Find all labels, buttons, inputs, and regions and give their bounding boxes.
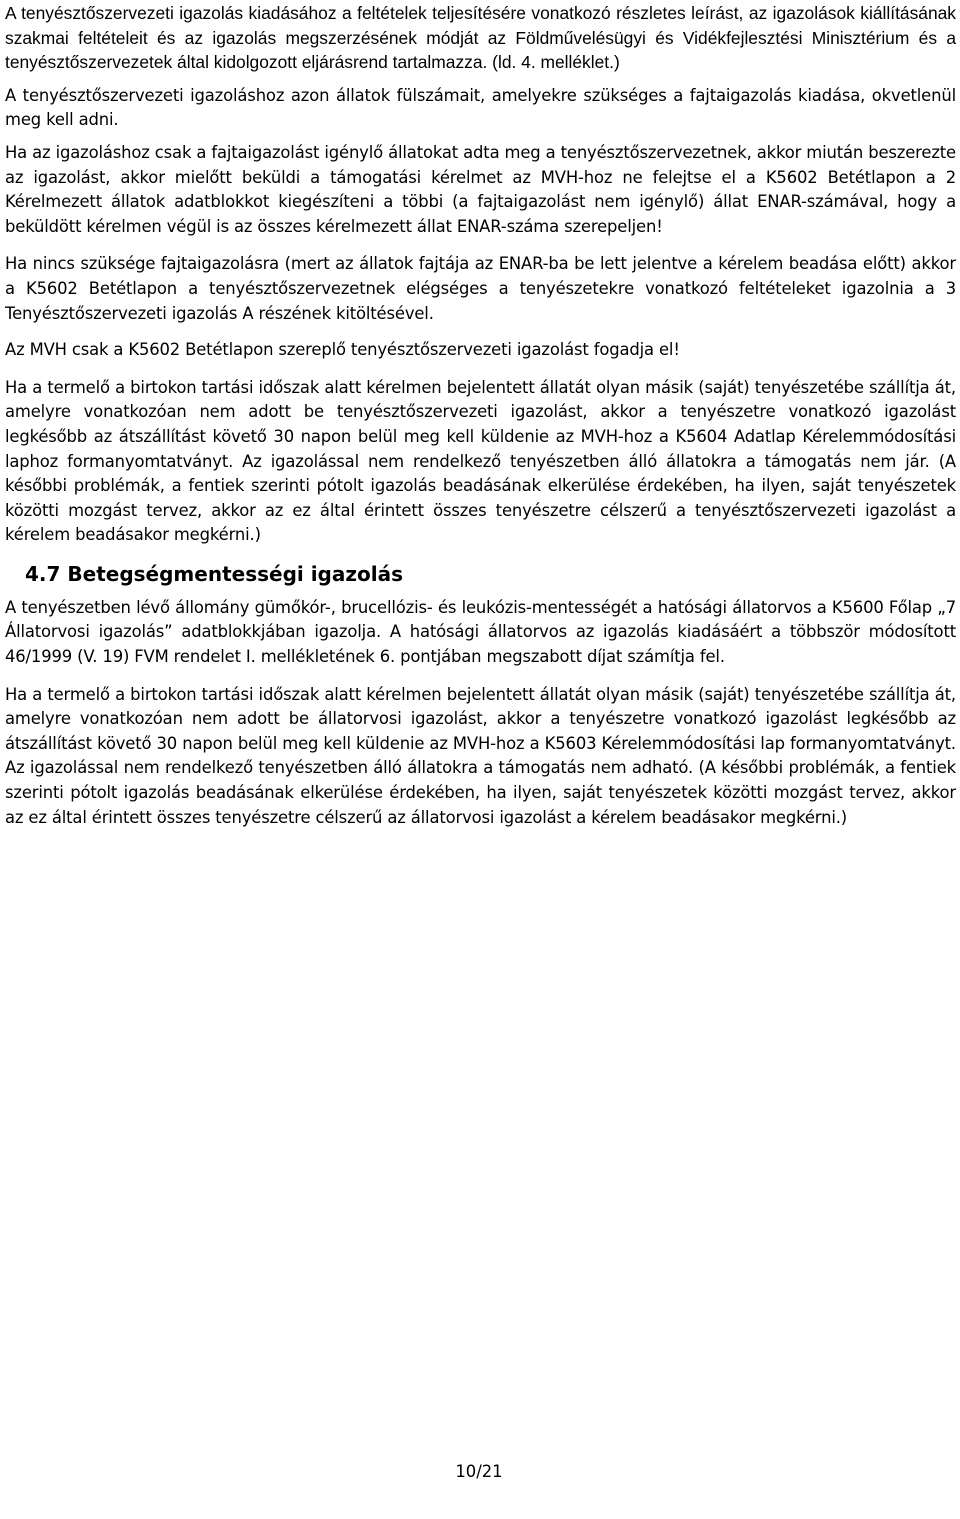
paragraph-breed-certificate-completion: Ha az igazoláshoz csak a fajtaigazolást igénylő állatokat adta meg a tenyésztőszervezetnek, akkor miután beszerezte az igazolást, akkor mielőtt beküldi a támogatási kérelmet az MVH-hoz ne felejtse el a K5602 Betétlapon a 2 Kérelmezett állatok adatblokkot kiegészíteni a többi (a fajtaigazolást nem igénylő) állat ENAR-számával, hogy a beküldött kérelmen végül is az összes kérelmezett állat ENAR-száma szerepeljen! <box>5 142 956 236</box>
paragraph-ear-tag-requirement: A tenyésztőszervezeti igazoláshoz azon állatok fülszámait, amelyekre szükséges a fajtaigazolás kiadása, okvetlenül meg kell adni. <box>5 85 956 130</box>
paragraph-transfer-breeder-certificate: Ha a termelő a birtokon tartási időszak alatt kérelmen bejelentett állatát olyan másik (saját) tenyészetébe szállítja át, amelyre vonatkozóan nem adott be tenyésztőszervezeti igazolást, akkor a tenyészetre vonatkozó igazolást legkésőbb az átszállítást követő 30 napon belül meg kell küldenie az MVH-hoz a K5604 Adatlap Kérelemmódosítási laphoz formanyomtatványt. Az igazolással nem rendelkező tenyészetben álló állatokra a támogatás nem jár. (A későbbi problémák, a fentiek szerinti pótolt igazolás beadásának elkerülése érdekében, ha ilyen, saját tenyészetek közötti mozgást tervez, akkor az ez által érintett összes tenyészetre célszerű a tenyésztőszervezeti igazolást a kérelem beadásakor megkérni.) <box>5 377 956 545</box>
paragraph-disease-free-certificate: A tenyészetben lévő állomány gümőkór-, brucellózis- és leukózis-mentességét a hatósági állatorvos a K5600 Főlap „7 Állatorvosi igazolás” adatblokkjában igazolja. A hatósági állatorvos az igazolás kiadásáért a többször módosított 46/1999 (V. 19) FVM rendelet I. mellékletének 6. pontjában megszabott díjat számítja fel. <box>5 597 956 667</box>
page-footer <box>0 1460 960 1484</box>
section-heading: 4.7 Betegségmentességi igazolás <box>25 561 404 586</box>
paragraph-no-breed-certificate: Ha nincs szüksége fajtaigazolásra (mert az állatok fajtája az ENAR-ba be lett jelentve a kérelem beadása előtt) akkor a K5602 Betétlapon a tenyésztőszervezetnek elégséges a tenyészetekre vonatkozó feltételeket igazolnia a 3 Tenyésztőszervezeti igazolás A részének kitöltésével. <box>5 254 956 323</box>
paragraph-procedure-reference: A tenyésztőszervezeti igazolás kiadásához a feltételek teljesítésére vonatkozó részletes leírást, az igazolások kiállításának szakmai feltételeit és az igazolás megszerzésének módját az Földművelésügyi és Vidékfejlesztési Minisztérium és a tenyésztőszervezetek által kidolgozott eljárásrend tartalmazza. (ld. 4. melléklet.) <box>5 3 956 73</box>
page-number: 10/21 <box>455 1462 503 1481</box>
paragraph-transfer-vet-certificate: Ha a termelő a birtokon tartási időszak alatt kérelmen bejelentett állatát olyan másik (saját) tenyészetébe szállítja át, amelyre vonatkozóan nem adott be állatorvosi igazolást, akkor a tenyészetre vonatkozó igazolást legkésőbb az átszállítást követő 30 napon belül meg kell küldenie az MVH-hoz a K5603 Kérelemmódosítási lap formanyomtatványt. Az igazolással nem rendelkező tenyészetben álló állatokra a támogatás nem adható. (A későbbi problémák, a fentiek szerinti pótolt igazolás beadásának elkerülése érdekében, ha ilyen, saját tenyészetek közötti mozgást tervez, akkor az ez által érintett összes tenyészetre célszerű az állatorvosi igazolást a kérelem beadásakor megkérni.) <box>5 684 956 827</box>
document-body <box>5 1 956 830</box>
paragraph-mvh-acceptance: Az MVH csak a K5602 Betétlapon szereplő tenyésztőszervezeti igazolást fogadja el! <box>5 340 680 360</box>
